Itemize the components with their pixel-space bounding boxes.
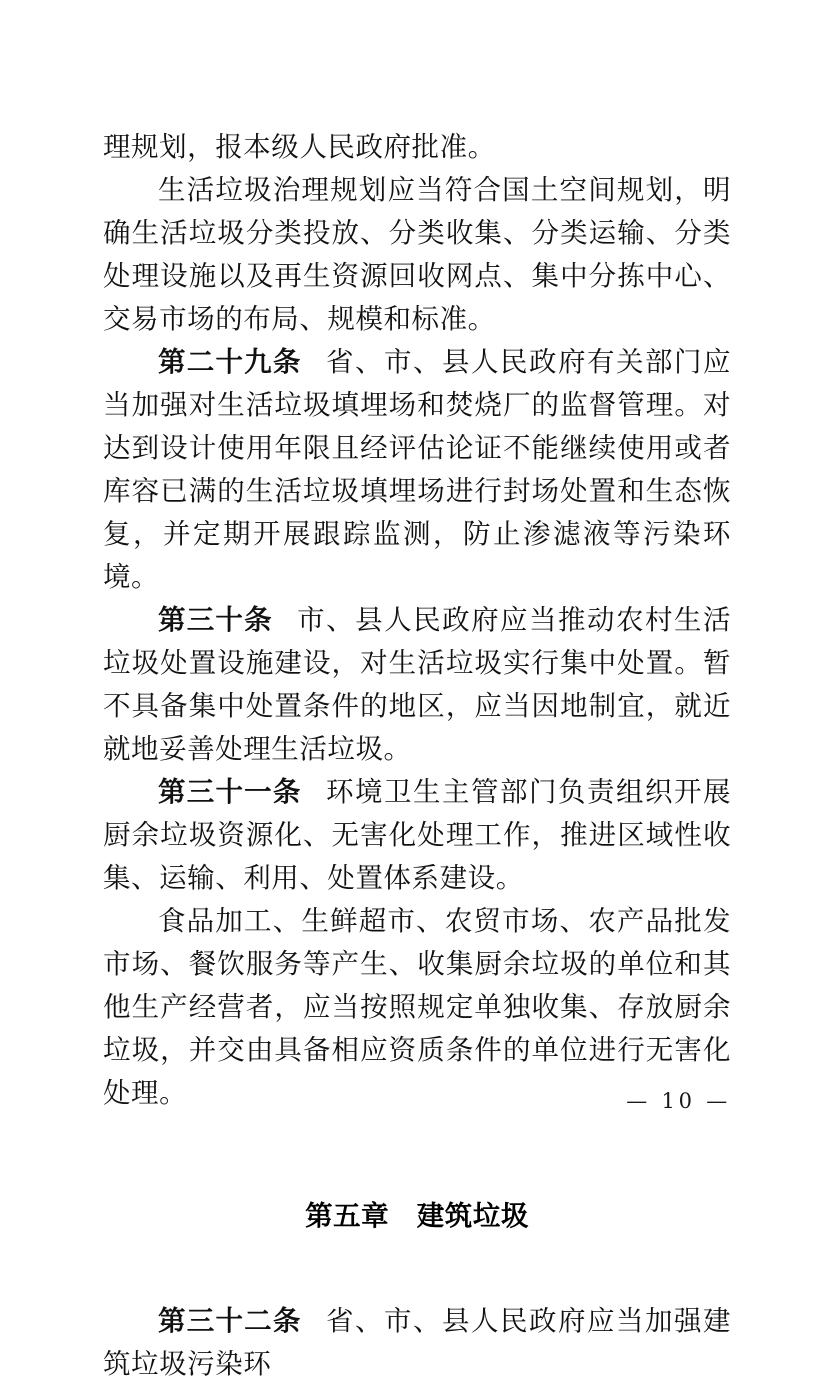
article-32-text: 省、市、县人民政府应当加强建筑垃圾污染环	[103, 1305, 731, 1380]
article-30-text: 市、县人民政府应当推动农村生活垃圾处置设施建设，对生活垃圾实行集中处置。暂不具备集中处置条件的地区，应当因地制宜，就近就地妥善处理生活垃圾。	[103, 604, 731, 765]
page-body-content	[103, 126, 731, 1386]
page-number-footer	[103, 1088, 731, 1114]
article-30-label: 第三十条	[158, 604, 273, 636]
paragraph-text: 生活垃圾治理规划应当符合国土空间规划，明确生活垃圾分类投放、分类收集、分类运输、分类处理设施以及再生资源回收网点、集中分拣中心、交易市场的布局、规模和标准。	[103, 174, 731, 335]
chapter-heading-top-spacer	[103, 1115, 731, 1195]
paragraph-waste-management-plan	[103, 169, 731, 341]
article-32-label: 第三十二条	[158, 1305, 302, 1337]
article-30	[103, 599, 731, 771]
article-29-text: 省、市、县人民政府有关部门应当加强对生活垃圾填埋场和焚烧厂的监督管理。对达到设计使用年限且经评估论证不能继续使用或者库容已满的生活垃圾填埋场进行封场处置和生态恢复，并定期开展跟踪监测，防止渗滤液等污染环境。	[103, 346, 731, 593]
article-29-label: 第二十九条	[158, 346, 302, 378]
page-number: — 10 —	[626, 1089, 731, 1113]
paragraph-text: 食品加工、生鲜超市、农贸市场、农产品批发市场、餐饮服务等产生、收集厨余垃圾的单位和其他生产经营者，应当按照规定单独收集、存放厨余垃圾，并交由具备相应资质条件的单位进行无害化处理。	[103, 905, 731, 1109]
chapter-heading-bottom-spacer	[103, 1238, 731, 1300]
article-31	[103, 771, 731, 900]
article-29	[103, 341, 731, 599]
article-31-label: 第三十一条	[158, 776, 302, 808]
chapter-number: 第五章	[305, 1200, 390, 1232]
chapter-title: 建筑垃圾	[416, 1200, 529, 1232]
article-31-text: 环境卫生主管部门负责组织开展厨余垃圾资源化、无害化处理工作，推进区域性收集、运输、利用、处置体系建设。	[103, 776, 731, 894]
paragraph-text: 理规划，报本级人民政府批准。	[103, 131, 496, 163]
article-32	[103, 1300, 731, 1386]
chapter-heading	[103, 1195, 731, 1238]
paragraph-continuation	[103, 126, 731, 169]
paragraph-kitchen-waste-producers	[103, 900, 731, 1115]
